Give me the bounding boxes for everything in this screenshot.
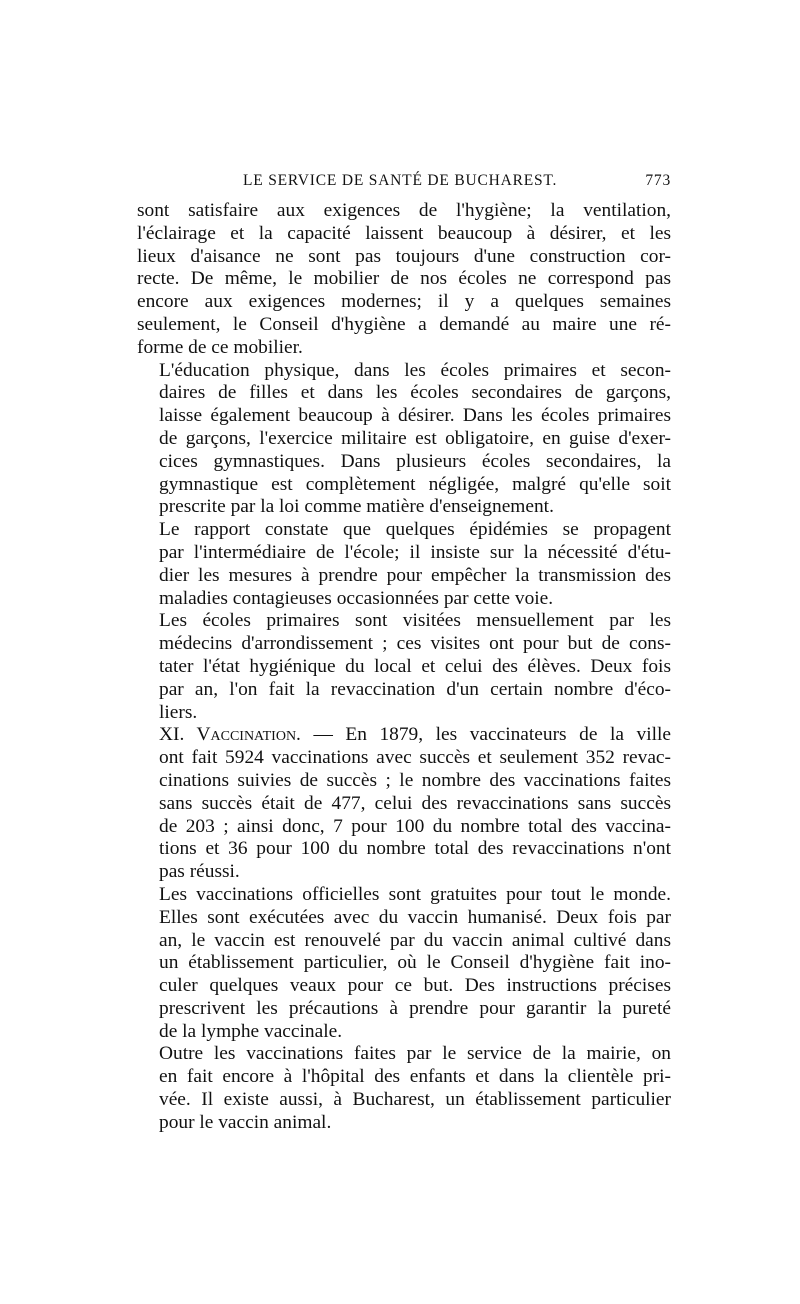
text-line: par l'intermédiaire de l'école; il insiste sur la nécessité d'étu- <box>159 541 671 563</box>
paragraph <box>137 1043 671 1134</box>
text-line: Les vaccinations officielles sont gratuites pour tout le monde. <box>159 883 671 905</box>
paragraph <box>137 884 671 1044</box>
text-line: Outre les vaccinations faites par le service de la mairie, on <box>159 1043 671 1065</box>
text-line: encore aux exigences modernes; il y a quelques semaines <box>137 291 671 313</box>
paragraph <box>137 610 671 724</box>
text-line-remainder: — En 1879, les vaccinateurs de la ville <box>300 724 671 746</box>
text-line: par an, l'on fait la revaccination d'un certain nombre d'éco- <box>159 678 671 700</box>
text-line: dier les mesures à prendre pour empêcher la transmission des <box>159 564 671 586</box>
body-text <box>137 200 671 1135</box>
text-line: recte. De même, le mobilier de nos écoles ne correspond pas <box>137 268 671 290</box>
text-line: sont satisfaire aux exigences de l'hygiène; la ventilation, <box>137 200 671 221</box>
text-line: tions et 36 pour 100 du nombre total des revaccinations n'ont <box>159 838 671 860</box>
text-line: prescrite par la loi comme matière d'enseignement. <box>159 496 554 518</box>
paragraph <box>137 519 671 610</box>
text-line: médecins d'arrondissement ; ces visites ont pour but de cons- <box>159 633 671 655</box>
text-line: forme de ce mobilier. <box>137 336 303 358</box>
text-line: seulement, le Conseil d'hygiène a demandé au maire une ré- <box>137 313 671 335</box>
text-line: maladies contagieuses occasionnées par cette voie. <box>159 587 554 609</box>
section-heading: XI. Vaccination. <box>159 724 301 746</box>
text-line: pour le vaccin animal. <box>159 1111 332 1133</box>
text-line: de la lymphe vaccinale. <box>159 1020 343 1042</box>
page-number: 773 <box>645 172 671 189</box>
text-line: Les écoles primaires sont visitées mensuellement par les <box>159 610 671 632</box>
text-line: ont fait 5924 vaccinations avec succès et seulement 352 revac- <box>159 747 671 769</box>
text-line: vée. Il existe aussi, à Bucharest, un établissement particulier <box>159 1089 671 1111</box>
text-line: de 203 ; ainsi donc, 7 pour 100 du nombre total des vaccina- <box>159 815 671 837</box>
text-line: de garçons, l'exercice militaire est obligatoire, en guise d'exer- <box>159 427 671 449</box>
text-line: tater l'état hygiénique du local et celui des élèves. Deux fois <box>159 655 671 677</box>
text-line: daires de filles et dans les écoles secondaires de garçons, <box>159 382 671 404</box>
text-line: pas réussi. <box>159 861 240 883</box>
text-line: Le rapport constate que quelques épidémies se propagent <box>159 519 671 541</box>
paragraph-vaccination <box>137 724 671 884</box>
paragraph <box>137 200 671 360</box>
text-line: prescrivent les précautions à prendre pour garantir la pureté <box>159 997 671 1019</box>
text-line: cices gymnastiques. Dans plusieurs écoles secondaires, la <box>159 450 671 472</box>
text-line: sans succès était de 477, celui des revaccinations sans succès <box>159 792 671 814</box>
text-line: en fait encore à l'hôpital des enfants et dans la clientèle pri- <box>159 1066 671 1088</box>
text-line: liers. <box>159 701 198 723</box>
text-line: laisse également beaucoup à désirer. Dans les écoles primaires <box>159 405 671 427</box>
paragraph <box>137 360 671 520</box>
text-line: culer quelques veaux pour ce but. Des instructions précises <box>159 975 671 997</box>
text-line: L'éducation physique, dans les écoles primaires et secon- <box>159 359 671 381</box>
text-line: Elles sont exécutées avec du vaccin humanisé. Deux fois par <box>159 906 671 928</box>
text-line: l'éclairage et la capacité laissent beaucoup à désirer, et les <box>137 222 671 244</box>
text-line: an, le vaccin est renouvelé par du vaccin animal cultivé dans <box>159 929 671 951</box>
text-line: lieux d'aisance ne sont pas toujours d'une construction cor- <box>137 245 671 267</box>
running-header <box>137 172 671 194</box>
text-line <box>137 724 671 747</box>
text-line: cinations suivies de succès ; le nombre des vaccinations faites <box>159 769 671 791</box>
header-title: LE SERVICE DE SANTÉ DE BUCHAREST. <box>243 172 558 189</box>
text-line: un établissement particulier, où le Conseil d'hygiène fait ino- <box>159 952 671 974</box>
text-line: gymnastique est complètement négligée, malgré qu'elle soit <box>159 473 671 495</box>
